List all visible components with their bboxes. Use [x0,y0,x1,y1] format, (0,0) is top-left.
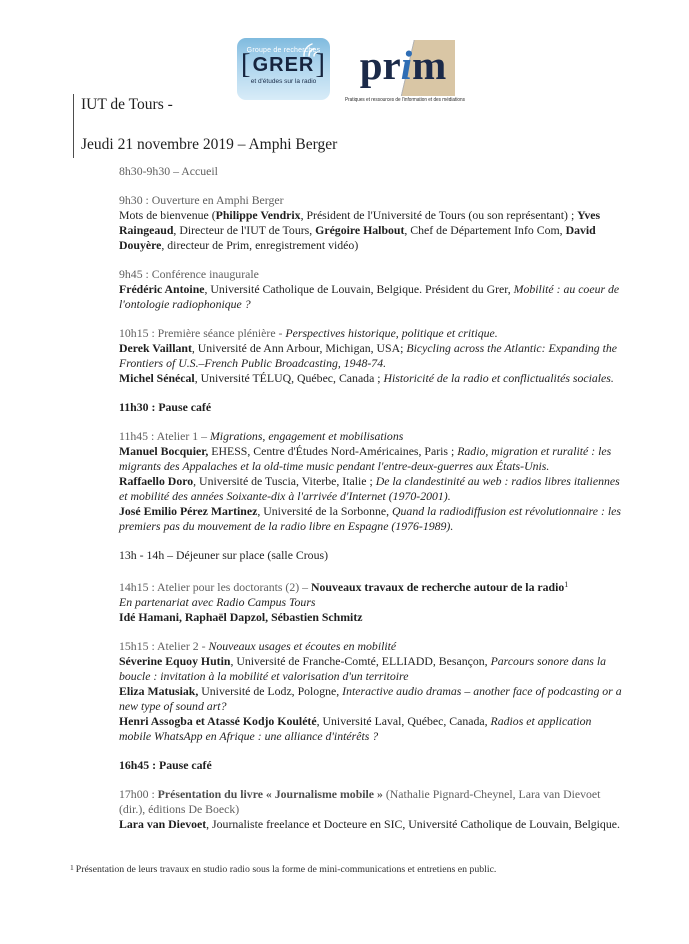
schedule-line [119,208,624,253]
schedule [119,164,624,846]
grer-logo [237,38,330,100]
schedule-line [119,714,624,744]
schedule-block [119,787,624,832]
text-run: , Directeur de l'IUT de Tours, [173,223,316,237]
text-run: Raffaello Doro [119,474,194,488]
text-run: 1 [564,580,569,589]
text-run: Mobilité : au coeur de l'ontologie radiophonique ? [119,282,620,311]
text-run: Perspectives historique, politique et critique. [285,326,498,340]
text-run: Université de Lodz, Pologne, [198,684,343,698]
prim-letter-m: m [412,42,447,88]
schedule-line [119,758,624,773]
text-run: 10h15 : Première séance plénière - [119,326,286,340]
text-run: 13h - 14h – Déjeuner sur place (salle Crous) [119,548,329,562]
text-run: Bicycling across the Atlantic: Expanding the Frontiers of U.S.–French Public Broadcasting, 1948-74. [119,341,618,370]
text-run: Historicité de la radio et conflictualités sociales. [383,371,614,385]
footnote-marker: 1 [70,863,74,872]
text-run: 11h30 : Pause café [119,400,212,414]
grer-bracket-close: ] [315,48,327,80]
text-run: Lara van Dievoet [119,817,207,831]
grer-logo-bottom-text: et d'études sur la radio [250,78,317,85]
schedule-line [119,639,624,654]
text-run: , directeur de Prim, enregistrement vidéo) [161,238,359,252]
text-run: EHESS, Centre d'Études Nord-Américaines, Paris ; [208,444,458,458]
schedule-line [119,654,624,684]
schedule-block [119,758,624,773]
text-run: , Université de Franche-Comté, ELLIADD, Besançon, [230,654,491,668]
text-run: 16h45 : Pause café [119,758,212,772]
schedule-line [119,341,624,371]
schedule-block [119,400,624,415]
text-run: , Université Laval, Québec, Canada, [316,714,491,728]
date-title: Jeudi 21 novembre 2019 – Amphi Berger [81,136,338,153]
schedule-line [119,577,624,595]
text-run: Derek Vaillant [119,341,192,355]
text-run: Eliza Matusiak, [119,684,199,698]
text-run: , Université TÉLUQ, Québec, Canada ; [194,371,384,385]
text-run: José Emilio Pérez Martinez [119,504,258,518]
schedule-line [119,164,624,179]
text-run: 15h15 : Atelier 2 - [119,639,209,653]
schedule-block [119,193,624,253]
text-run: Nouveaux travaux de recherche autour de la radio [311,580,565,594]
text-run: Radio, migration et ruralité : les migrants des Appalaches et la old-time music pendant l'entre-deux-guerres aux États-Unis. [119,444,612,473]
schedule-line [119,684,624,714]
schedule-block [119,164,624,179]
schedule-line [119,282,624,312]
text-run: De la clandestinité au web : radios libres italiennes et mobilité des années Soixante-dix à l'arrivée d'Internet (1970-2001). [119,474,620,503]
text-run: 8h30-9h30 – Accueil [119,164,218,178]
text-run: Quand la radiodiffusion est révolutionnaire : les premiers pas du mouvement de la radio libre en Espagne (1976-1989). [119,504,621,533]
text-run: Séverine Equoy Hutin [119,654,231,668]
text-run: Frédéric Antoine [119,282,205,296]
text-run: 14h15 : Atelier pour les doctorants (2) – [119,580,311,594]
text-run: Présentation du livre « Journalisme mobile » [157,787,383,801]
text-run: Grégoire Halbout [315,223,405,237]
footnote-text: Présentation de leurs travaux en studio radio sous la forme de mini-communications et entretiens en public. [75,864,497,875]
schedule-block [119,267,624,312]
schedule-line [119,371,624,386]
text-run: Mots de bienvenue ( [119,208,216,222]
text-run: 9h30 : Ouverture en Amphi Berger [119,193,284,207]
text-run: , Université de Ann Arbour, Michigan, USA; [191,341,407,355]
prim-letters-pr: pr [359,42,401,88]
text-run: Philippe Vendrix [215,208,301,222]
schedule-line [119,787,624,817]
schedule-line [119,444,624,474]
text-run: 17h00 : [119,787,158,801]
grer-bracket-open: [ [240,48,252,80]
schedule-line [119,817,624,832]
text-run: Michel Sénécal [119,371,195,385]
text-run: En partenariat avec Radio Campus Tours [119,595,316,609]
schedule-line [119,504,624,534]
text-run: Migrations, engagement et mobilisations [209,429,404,443]
schedule-line [119,193,624,208]
footnote [70,862,595,876]
text-run: Interactive audio dramas – another face of podcasting or a new type of sound art? [119,684,622,713]
text-run: , Journaliste freelance et Docteure en SIC, Université Catholique de Louvain, Belgique. [206,817,620,831]
schedule-block [119,429,624,534]
prim-letter-i: i [400,42,413,88]
prim-logo [351,40,455,96]
schedule-line [119,548,624,563]
schedule-block [119,577,624,625]
schedule-line [119,595,624,610]
schedule-block [119,548,624,563]
schedule-line [119,400,624,415]
text-run: 9h45 : Conférence inaugurale [119,267,259,281]
prim-logo-wordmark [351,40,455,90]
text-run: Nouveaux usages et écoutes en mobilité [208,639,397,653]
text-run: Manuel Bocquier, [119,444,209,458]
schedule-block [119,326,624,386]
schedule-line [119,474,624,504]
text-run: Henri Assogba et Atassé Kodjo Koulété [119,714,317,728]
text-run: (Nathalie Pignard-Cheynel, Lara van Dievoet (dir.), éditions De Boeck) [119,787,601,816]
prim-logo-tagline: Pratiques et ressources de l'information et des médiations [345,97,465,103]
grer-logo-top-text: Groupe de recherches [246,47,321,54]
text-run: , Président de l'Université de Tours (ou son représentant) ; [300,208,578,222]
schedule-line [119,610,624,625]
text-run: , Chef de Département Info Com, [404,223,566,237]
text-run: , Université de Tuscia, Viterbe, Italie ; [193,474,376,488]
schedule-block [119,639,624,744]
title-block [73,94,337,158]
schedule-line [119,429,624,444]
text-run: Idé Hamani, Raphaël Dapzol, Sébastien Schmitz [119,610,363,624]
text-run: , Université Catholique de Louvain, Belgique. Président du Grer, [204,282,514,296]
schedule-line [119,326,624,341]
text-run: 11h45 : Atelier 1 – [119,429,210,443]
text-run: David Douyère [119,223,596,252]
grer-logo-acronym: GRER [252,54,315,76]
text-run: Yves Raingeaud [119,208,601,237]
text-run: , Université de la Sorbonne, [257,504,392,518]
text-run: Radios et application mobile WhatsApp en Afrique : une alliance d'intérêts ? [119,714,592,743]
schedule-line [119,267,624,282]
venue-title: IUT de Tours - [81,96,173,113]
text-run: Parcours sonore dans la boucle : invitation à la mobilité et valorisation d'un territoire [119,654,607,683]
